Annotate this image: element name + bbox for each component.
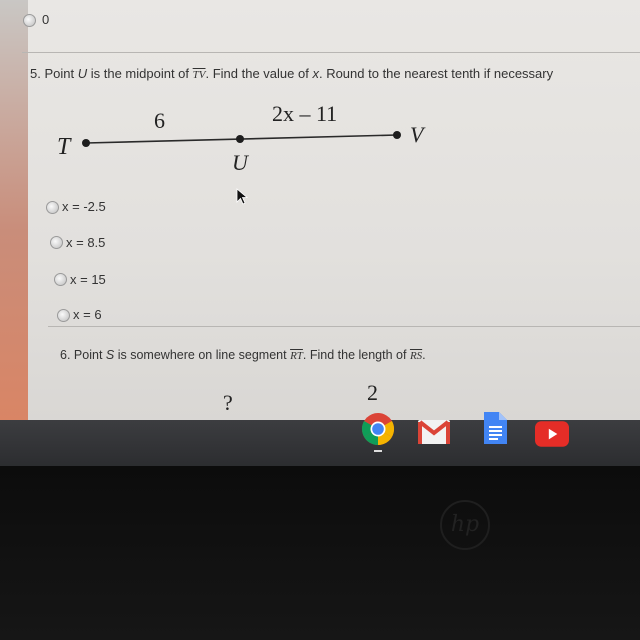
question6-segment2-name: $\overline{RS}$ bbox=[409, 350, 423, 362]
prev-option-radio[interactable] bbox=[23, 14, 36, 27]
q6-unknown-label: ? bbox=[223, 390, 233, 415]
question6-text-suffix: . Find the length of bbox=[302, 348, 407, 362]
question6-text-prefix: Point bbox=[73, 348, 103, 362]
question6-text-mid: is somewhere on line segment bbox=[117, 348, 287, 362]
chrome-icon[interactable] bbox=[361, 412, 395, 446]
mouse-cursor-icon bbox=[236, 188, 250, 206]
right-length-label: 2x – 11 bbox=[272, 101, 338, 126]
question5-text-prefix: Point bbox=[44, 66, 75, 81]
left-sidebar-strip bbox=[0, 0, 28, 420]
question5-text-mid: is the midpoint of bbox=[90, 66, 190, 81]
question-divider bbox=[22, 52, 640, 53]
question5-number: 5. bbox=[30, 66, 41, 81]
option-radio-4[interactable] bbox=[57, 309, 70, 322]
q6-known-label: 2 bbox=[367, 380, 378, 405]
question6-prompt bbox=[60, 348, 426, 362]
question5-variable: x bbox=[312, 66, 319, 81]
left-length-label: 6 bbox=[154, 108, 165, 133]
question-divider bbox=[48, 326, 640, 327]
point-v-label: V bbox=[410, 122, 424, 147]
point-v-dot bbox=[393, 131, 401, 139]
question6-point-name: S bbox=[105, 348, 115, 362]
question5-prompt bbox=[30, 66, 553, 81]
option-radio-2[interactable] bbox=[50, 236, 63, 249]
prev-option-label: 0 bbox=[42, 12, 50, 27]
point-u-dot bbox=[236, 135, 244, 143]
option-label-4[interactable]: x = 6 bbox=[73, 307, 102, 322]
question6-text-end: . bbox=[422, 348, 426, 362]
active-app-indicator bbox=[374, 450, 382, 452]
question5-segment-name: $\overline{TV}$ bbox=[192, 69, 206, 81]
option-radio-3[interactable] bbox=[54, 273, 67, 286]
question5-text-suffix: . Find the value of bbox=[205, 66, 309, 81]
question6-segment-name: $\overline{RT}$ bbox=[290, 350, 303, 362]
option-label-1[interactable]: x = -2.5 bbox=[62, 199, 106, 214]
hp-logo-icon: hp bbox=[440, 500, 490, 550]
question6-number: 6. bbox=[60, 348, 71, 362]
gmail-icon[interactable] bbox=[417, 415, 451, 449]
option-radio-1[interactable] bbox=[46, 201, 59, 214]
docs-icon[interactable] bbox=[478, 411, 512, 445]
option-label-3[interactable]: x = 15 bbox=[70, 272, 106, 287]
question5-point-name: U bbox=[77, 66, 88, 81]
point-u-label: U bbox=[232, 150, 248, 175]
option-label-2[interactable]: x = 8.5 bbox=[66, 235, 106, 250]
point-t-label: T bbox=[57, 134, 71, 160]
youtube-icon[interactable] bbox=[535, 417, 569, 451]
laptop-bezel bbox=[0, 466, 640, 640]
question5-text-end: . Round to the nearest tenth if necessary bbox=[318, 66, 554, 81]
point-t-dot bbox=[82, 139, 90, 147]
